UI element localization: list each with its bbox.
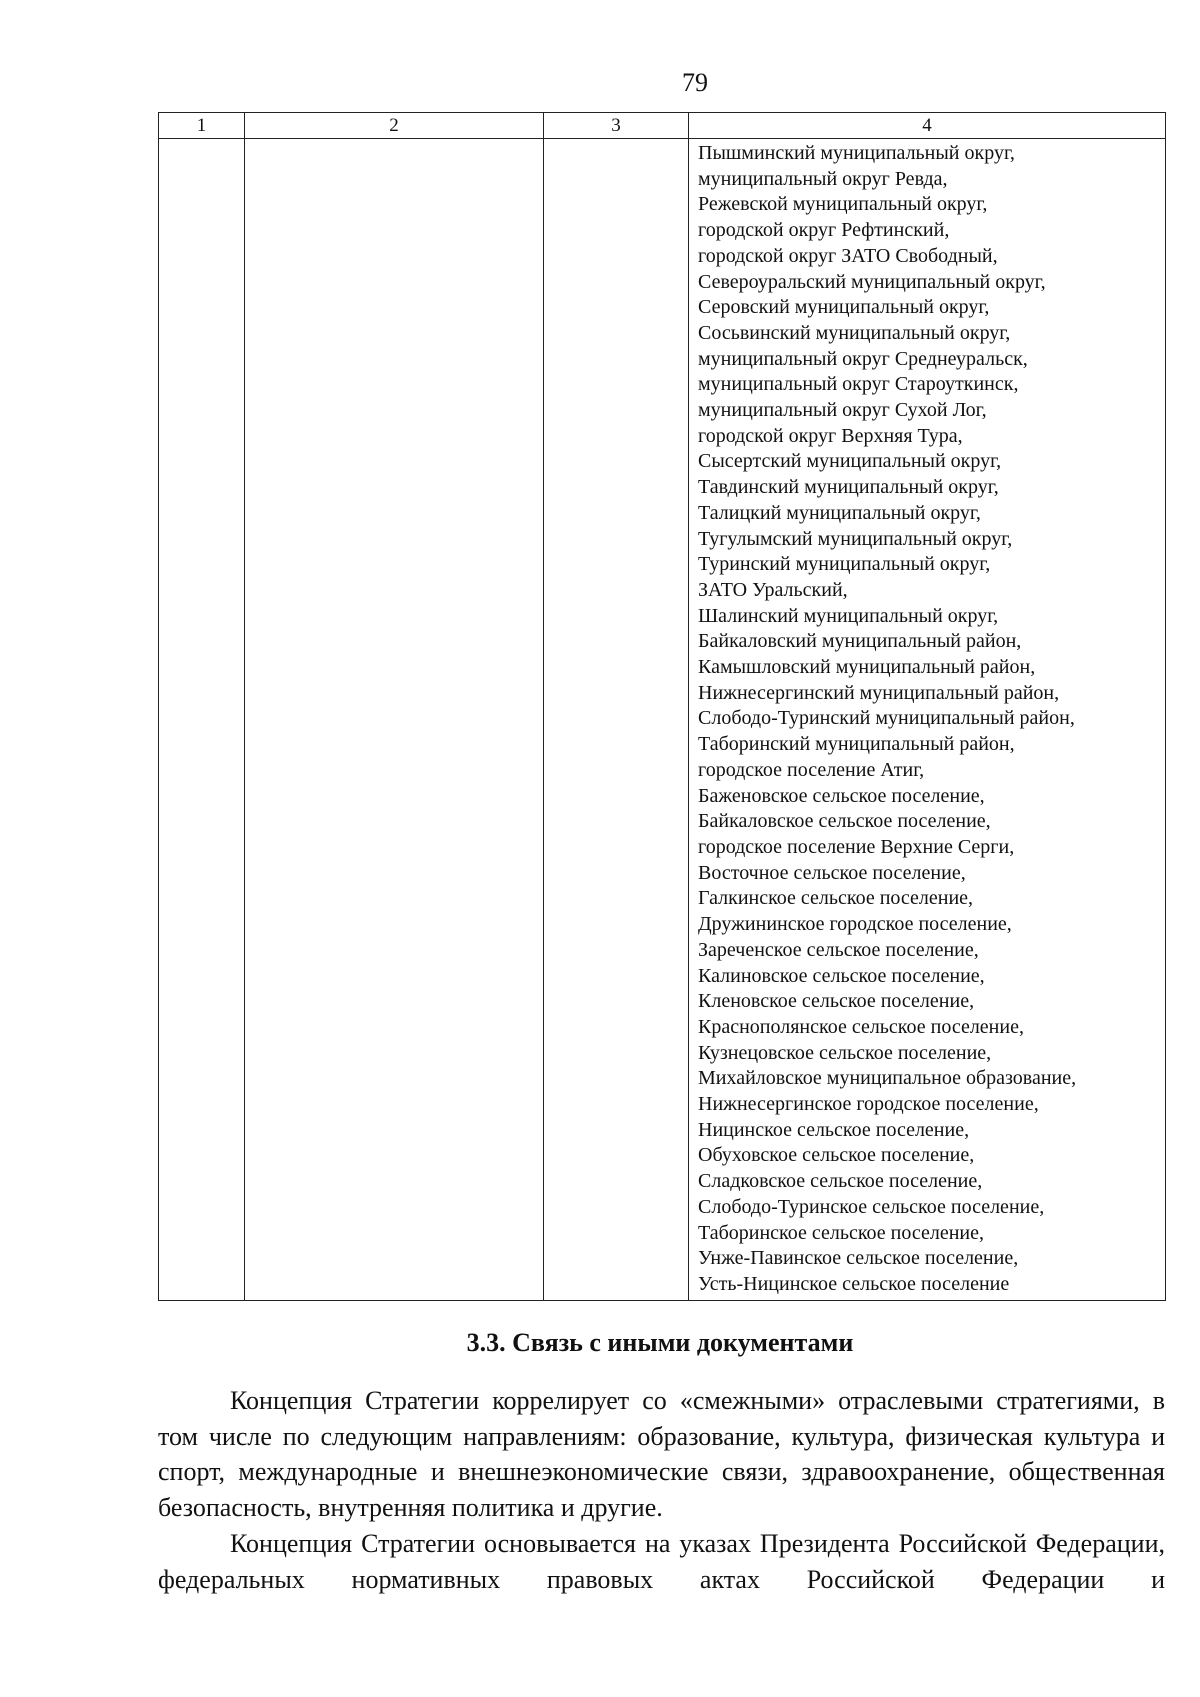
list-item: Сосьвинский муниципальный округ,: [698, 321, 1011, 344]
list-item: Баженовское сельское поселение,: [698, 784, 985, 807]
paragraph-text: Концепция Стратегии коррелирует со «смежными» отраслевыми стратегиями, в том числе по следующим направлениям: образование, культура, физическая культура и спорт, международные и внешнеэкономические связи, здравоохранение, общественная безопасность, внутренняя политика и другие.: [158, 1386, 1165, 1522]
list-item: Сладковское сельское поселение,: [698, 1170, 983, 1193]
paragraph-text: Концепция Стратегии основывается на указах Президента Российской Федерации, федеральных нормативных правовых актах Российской Федерации и: [158, 1529, 1165, 1594]
list-item: Тугулымский муниципальный округ,: [698, 527, 1013, 550]
municipalities-table: [158, 112, 1166, 1301]
list-item: Слободо-Туринский муниципальный район,: [698, 707, 1075, 730]
table-header-row: [159, 113, 1166, 139]
table-cell-col2: [245, 139, 544, 1301]
list-item: Байкаловский муниципальный район,: [698, 630, 1022, 653]
list-item: ЗАТО Уральский,: [698, 578, 848, 601]
paragraph: [158, 1526, 1165, 1597]
column-header-2: 2: [245, 113, 544, 139]
list-item: Тавдинский муниципальный округ,: [698, 476, 999, 499]
list-item: Шалинский муниципальный округ,: [698, 604, 999, 627]
list-item: Зареченское сельское поселение,: [698, 938, 979, 961]
list-item: муниципальный округ Староуткинск,: [698, 373, 1019, 396]
list-item: Дружининское городское поселение,: [698, 913, 1012, 936]
list-item: Восточное сельское поселение,: [698, 861, 966, 884]
column-header-4: 4: [689, 113, 1166, 139]
list-item: городской округ ЗАТО Свободный,: [698, 244, 998, 267]
list-item: Кузнецовское сельское поселение,: [698, 1041, 992, 1064]
list-item: Туринский муниципальный округ,: [698, 553, 991, 576]
list-item: Усть-Ницинское сельское поселение: [698, 1272, 1010, 1295]
list-item: Режевской муниципальный округ,: [698, 193, 988, 216]
list-item: Ницинское сельское поселение,: [698, 1118, 970, 1141]
paragraph: [158, 1383, 1165, 1525]
list-item: Михайловское муниципальное образование,: [698, 1067, 1077, 1090]
section-title: 3.3. Связь с иными документами: [466, 1328, 854, 1357]
list-item: Байкаловское сельское поселение,: [698, 810, 991, 833]
list-item: городское поселение Атиг,: [698, 758, 925, 781]
list-item: Сысертский муниципальный округ,: [698, 450, 1002, 473]
page-number: 79: [682, 68, 708, 97]
list-item: Таборинское сельское поселение,: [698, 1221, 985, 1244]
column-header-1: 1: [159, 113, 245, 139]
column-header-3: 3: [544, 113, 689, 139]
list-item: Камышловский муниципальный район,: [698, 656, 1036, 679]
list-item: Пышминский муниципальный округ,: [698, 142, 1015, 164]
list-item: городской округ Верхняя Тура,: [698, 424, 963, 447]
list-item: Обуховское сельское поселение,: [698, 1144, 975, 1167]
list-item: Североуральский муниципальный округ,: [698, 270, 1046, 293]
list-item: Унже-Павинское сельское поселение,: [698, 1247, 1019, 1270]
list-item: Галкинское сельское поселение,: [698, 887, 974, 910]
list-item: городское поселение Верхние Серги,: [698, 835, 1015, 858]
list-item: муниципальный округ Среднеуральск,: [698, 347, 1028, 370]
list-item: Краснополянское сельское поселение,: [698, 1015, 1024, 1038]
table-row: [159, 139, 1166, 1301]
list-item: Талицкий муниципальный округ,: [698, 501, 981, 524]
table-cell-col4: [689, 139, 1166, 1301]
table-cell-col1: [159, 139, 245, 1301]
list-item: Кленовское сельское поселение,: [698, 990, 975, 1013]
list-item: муниципальный округ Ревда,: [698, 167, 948, 190]
list-item: Нижнесергинский муниципальный район,: [698, 681, 1060, 704]
municipal-entities-list: [689, 139, 1165, 1300]
list-item: муниципальный округ Сухой Лог,: [698, 399, 987, 422]
list-item: Таборинский муниципальный район,: [698, 733, 1015, 756]
list-item: Слободо-Туринское сельское поселение,: [698, 1195, 1045, 1218]
list-item: Калиновское сельское поселение,: [698, 964, 985, 987]
list-item: Серовский муниципальный округ,: [698, 296, 990, 319]
list-item: Нижнесергинское городское поселение,: [698, 1093, 1039, 1116]
list-item: городской округ Рефтинский,: [698, 219, 950, 242]
table-cell-col3: [544, 139, 689, 1301]
